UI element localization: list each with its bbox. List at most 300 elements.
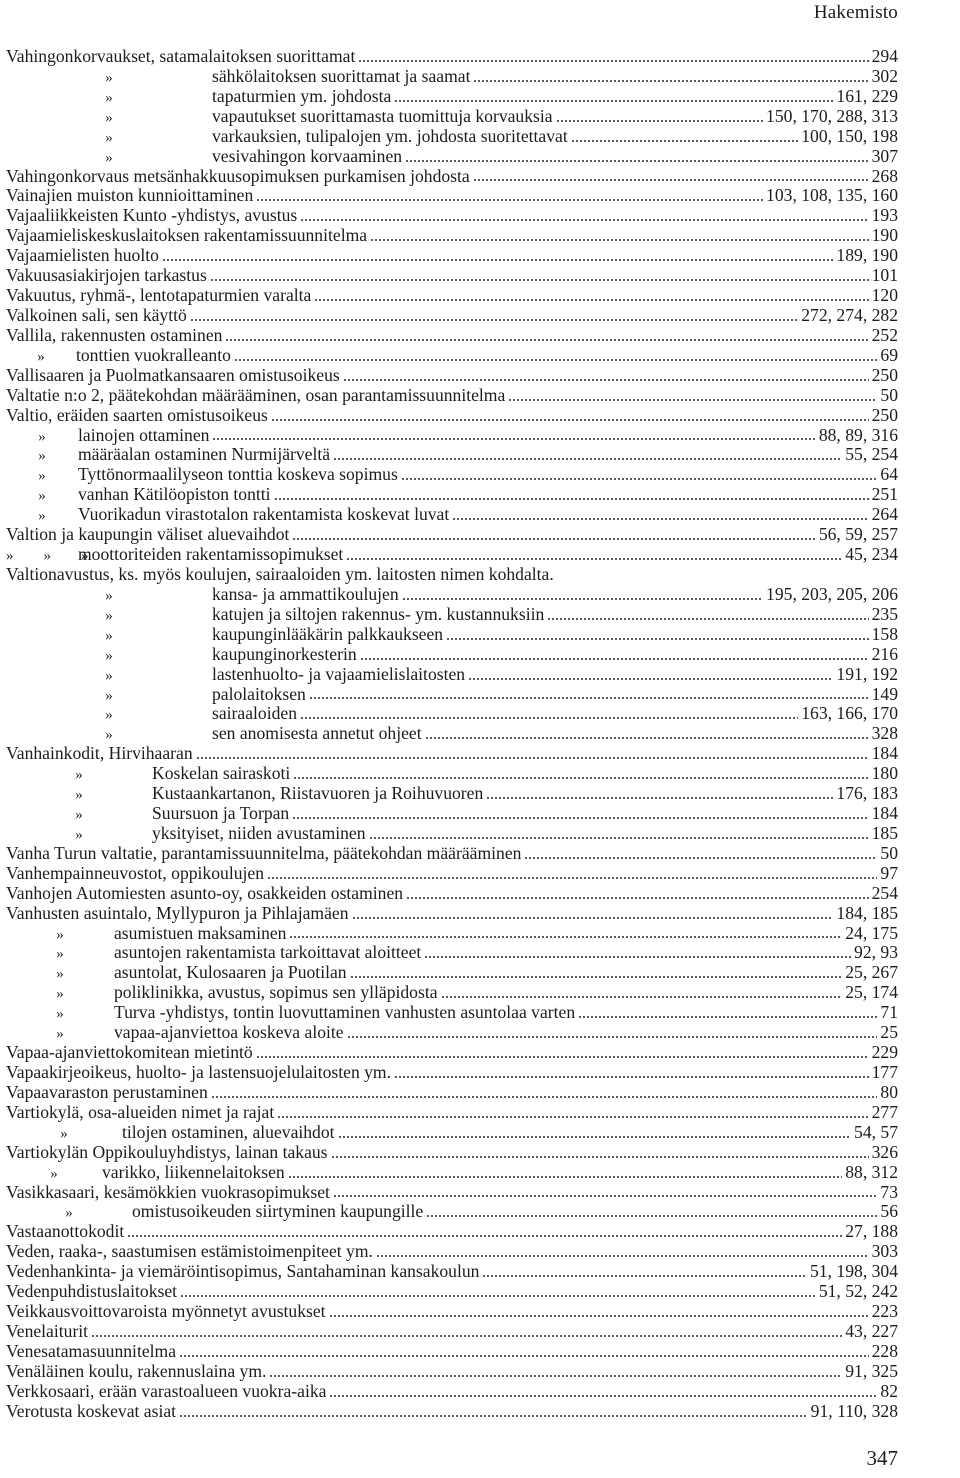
entry-text: asuntojen rakentamista tarkoittavat aloitteet bbox=[114, 943, 422, 963]
entry-text: Vapaavaraston perustaminen bbox=[6, 1082, 208, 1102]
index-entry bbox=[6, 963, 898, 983]
page-references: 229 bbox=[871, 1042, 898, 1063]
index-entry bbox=[6, 107, 898, 127]
page-references: 268 bbox=[871, 165, 898, 186]
index-entry bbox=[6, 465, 898, 485]
entry-text: Vartiokylän Oppikouluyhdistys, lainan takaus bbox=[6, 1142, 328, 1162]
page-references: 69 bbox=[880, 344, 898, 365]
index-entry bbox=[6, 1222, 898, 1242]
page-references: 51, 52, 242 bbox=[818, 1281, 898, 1302]
dot-leader bbox=[225, 339, 868, 341]
page-references: 24, 175 bbox=[845, 922, 898, 943]
dot-leader bbox=[370, 239, 869, 241]
dot-leader bbox=[352, 917, 834, 919]
dot-leader bbox=[473, 80, 868, 82]
entry-text: poliklinikka, avustus, sopimus sen ylläpidosta bbox=[114, 983, 438, 1003]
index-entry bbox=[6, 1063, 898, 1083]
page-references: 176, 183 bbox=[836, 783, 898, 804]
ditto-mark: » bbox=[105, 687, 113, 704]
index-entry bbox=[6, 943, 898, 963]
index-entry bbox=[6, 366, 898, 386]
page-references: 302 bbox=[871, 65, 898, 86]
ditto-mark: » bbox=[105, 647, 113, 664]
entry-text: Vajaamieliskeskuslaitoksen rakentamissuunnitelma bbox=[6, 226, 368, 246]
ditto-mark: » bbox=[60, 1125, 68, 1142]
index-entry bbox=[6, 1103, 898, 1123]
entry-text: tapaturmien ym. johdosta bbox=[212, 86, 392, 106]
page-references: 191, 192 bbox=[836, 663, 898, 684]
dot-leader bbox=[425, 737, 869, 739]
ditto-mark: » bbox=[105, 129, 113, 146]
entry-text: sähkölaitoksen suorittamat ja saamat bbox=[212, 66, 471, 86]
dot-leader bbox=[271, 419, 869, 421]
dot-leader bbox=[401, 478, 878, 480]
index-entry-list bbox=[6, 47, 898, 1422]
index-entry bbox=[6, 685, 898, 705]
dot-leader bbox=[196, 757, 869, 759]
dot-leader bbox=[578, 1016, 877, 1018]
page-references: 80 bbox=[880, 1081, 898, 1102]
page-references: 88, 312 bbox=[845, 1161, 898, 1182]
index-entry bbox=[6, 824, 898, 844]
page-references: 92, 93 bbox=[854, 942, 898, 963]
index-entry bbox=[6, 704, 898, 724]
page-references: 328 bbox=[871, 723, 898, 744]
index-entry bbox=[6, 346, 898, 366]
dot-leader bbox=[179, 1355, 869, 1357]
page-references: 307 bbox=[871, 145, 898, 166]
index-entry bbox=[6, 525, 898, 545]
entry-text: vapautukset suorittamasta tuomittuja korvauksia bbox=[212, 106, 553, 126]
entry-text: Vajaaliikkeisten Kunto -yhdistys, avustus bbox=[6, 206, 298, 226]
entry-text: sen anomisesta annetut ohjeet bbox=[212, 724, 422, 744]
page-references: 272, 274, 282 bbox=[801, 304, 898, 325]
ditto-mark: » bbox=[56, 946, 64, 963]
page-references: 161, 229 bbox=[836, 85, 898, 106]
dot-leader bbox=[347, 1036, 878, 1038]
entry-text: Valtionavustus, ks. myös koulujen, sairaaloiden ym. laitosten nimen kohdalta. bbox=[6, 564, 554, 584]
dot-leader bbox=[127, 1235, 842, 1237]
page-references: 180 bbox=[871, 763, 898, 784]
entry-text: Valtio, eräiden saarten omistusoikeus bbox=[6, 405, 268, 425]
entry-text: Vapaakirjeoikeus, huolto- ja lastensuojelulaitosten ym. bbox=[6, 1063, 392, 1083]
dot-leader bbox=[331, 1156, 869, 1158]
entry-text: Vanhusten asuintalo, Myllypuron ja Pihlajamäen bbox=[6, 903, 349, 923]
index-entry bbox=[6, 625, 898, 645]
page-references: 25, 174 bbox=[845, 982, 898, 1003]
entry-text: Verkkosaari, erään varastoalueen vuokra-aika bbox=[6, 1381, 327, 1401]
index-entry bbox=[6, 1023, 898, 1043]
index-entry bbox=[6, 1382, 898, 1402]
index-entry bbox=[6, 884, 898, 904]
entry-text: moottoriteiden rakentamissopimukset bbox=[78, 545, 344, 565]
ditto-mark: » bbox=[105, 607, 113, 624]
entry-text: Vahingonkorvaus metsänhakkuusopimuksen purkamisen johdosta bbox=[6, 166, 470, 186]
dot-leader bbox=[394, 1076, 869, 1078]
entry-text: Koskelan sairaskoti bbox=[152, 764, 291, 784]
index-entry bbox=[6, 864, 898, 884]
entry-text: Vajaamielisten huolto bbox=[6, 246, 159, 266]
ditto-mark: » bbox=[105, 627, 113, 644]
page-references: 189, 190 bbox=[836, 245, 898, 266]
dot-leader bbox=[210, 279, 869, 281]
dot-leader bbox=[486, 797, 833, 799]
index-entry bbox=[6, 764, 898, 784]
page-references: 195, 203, 205, 206 bbox=[766, 583, 898, 604]
index-entry bbox=[6, 67, 898, 87]
page-references: 73 bbox=[880, 1181, 898, 1202]
index-entry bbox=[6, 1183, 898, 1203]
dot-leader bbox=[441, 996, 843, 998]
dot-leader bbox=[211, 1096, 878, 1098]
ditto-mark: » bbox=[37, 348, 45, 365]
entry-text: Venesatamasuunnitelma bbox=[6, 1341, 177, 1361]
dot-leader bbox=[406, 897, 869, 899]
index-entry bbox=[6, 565, 898, 585]
index-entry bbox=[6, 266, 898, 286]
index-entry bbox=[6, 1362, 898, 1382]
dot-leader bbox=[274, 498, 869, 500]
index-entry bbox=[6, 904, 898, 924]
dot-leader bbox=[446, 638, 869, 640]
dot-leader bbox=[256, 199, 763, 201]
index-entry bbox=[6, 1242, 898, 1262]
page-references: 158 bbox=[871, 623, 898, 644]
entry-text: Venelaiturit bbox=[6, 1322, 89, 1341]
entry-text: Vuorikadun virastotalon rakentamista koskevat luvat bbox=[78, 505, 450, 525]
entry-text: Turva -yhdistys, tontin luovuttaminen vanhusten asuntolaa varten bbox=[114, 1003, 576, 1023]
dot-leader bbox=[556, 120, 763, 122]
ditto-mark: » » » bbox=[6, 548, 89, 565]
entry-text: yksityiset, niiden avustaminen bbox=[152, 823, 366, 843]
ditto-mark: » bbox=[56, 986, 64, 1003]
page-references: 235 bbox=[871, 603, 898, 624]
dot-leader bbox=[292, 538, 815, 540]
entry-text: kaupunginorkesterin bbox=[212, 644, 357, 664]
entry-text: Vedenhankinta- ja viemäröintisopimus, Santahaminan kansakoulun bbox=[6, 1262, 480, 1282]
entry-text: katujen ja siltojen rakennus- ym. kustannuksiin bbox=[212, 604, 545, 624]
dot-leader bbox=[405, 160, 869, 162]
dot-leader bbox=[309, 697, 869, 699]
ditto-mark: » bbox=[105, 109, 113, 126]
index-entry bbox=[6, 206, 898, 226]
entry-text: asumistuen maksaminen bbox=[114, 923, 287, 943]
index-entry bbox=[6, 804, 898, 824]
dot-leader bbox=[360, 658, 869, 660]
index-entry bbox=[6, 147, 898, 167]
index-entry bbox=[6, 167, 898, 187]
dot-leader bbox=[292, 817, 868, 819]
ditto-mark: » bbox=[38, 468, 46, 485]
page-references: 250 bbox=[871, 364, 898, 385]
entry-text: vapaa-ajanviettoa koskeva aloite bbox=[114, 1023, 344, 1043]
entry-text: Verotusta koskevat asiat bbox=[6, 1401, 177, 1421]
ditto-mark: » bbox=[38, 488, 46, 505]
dot-leader bbox=[277, 1116, 868, 1118]
dot-leader bbox=[369, 837, 869, 839]
entry-text: Kustaankartanon, Riistavuoren ja Roihuvuoren bbox=[152, 784, 484, 804]
page-references: 103, 108, 135, 160 bbox=[766, 185, 898, 206]
dot-leader bbox=[524, 857, 877, 859]
page-references: 184 bbox=[871, 743, 898, 764]
index-entry bbox=[6, 1302, 898, 1322]
dot-leader bbox=[343, 379, 869, 381]
page-references: 185 bbox=[871, 822, 898, 843]
running-header: Hakemisto bbox=[813, 2, 898, 23]
page-references: 50 bbox=[880, 384, 898, 405]
entry-text: omistusoikeuden siirtyminen kaupungille bbox=[132, 1202, 424, 1222]
page-references: 91, 325 bbox=[845, 1360, 898, 1381]
dot-leader bbox=[234, 359, 878, 361]
dot-leader bbox=[256, 1056, 869, 1058]
index-entry bbox=[6, 1402, 898, 1422]
page-references: 27, 188 bbox=[845, 1221, 898, 1242]
page-references: 216 bbox=[871, 643, 898, 664]
index-entry bbox=[6, 1262, 898, 1282]
dot-leader bbox=[289, 936, 842, 938]
page-references: 250 bbox=[871, 404, 898, 425]
entry-text: Vainajien muiston kunnioittaminen bbox=[6, 186, 254, 206]
dot-leader bbox=[333, 1195, 877, 1197]
ditto-mark: » bbox=[105, 149, 113, 166]
index-entry bbox=[6, 645, 898, 665]
entry-text: lainojen ottaminen bbox=[78, 425, 210, 445]
index-entry bbox=[6, 1083, 898, 1103]
index-entry bbox=[6, 784, 898, 804]
dot-leader bbox=[508, 399, 877, 401]
page-references: 45, 234 bbox=[845, 544, 898, 565]
dot-leader bbox=[91, 1335, 842, 1337]
page-references: 88, 89, 316 bbox=[818, 424, 898, 445]
page-references: 228 bbox=[871, 1340, 898, 1361]
page-references: 303 bbox=[871, 1241, 898, 1262]
page-references: 82 bbox=[880, 1380, 898, 1401]
dot-leader bbox=[424, 956, 851, 958]
entry-text: vanhan Kätilöopiston tontti bbox=[78, 485, 271, 505]
page-references: 55, 254 bbox=[845, 444, 898, 465]
dot-leader bbox=[333, 458, 842, 460]
page-references: 277 bbox=[871, 1101, 898, 1122]
dot-leader bbox=[482, 1275, 807, 1277]
dot-leader bbox=[267, 877, 877, 879]
ditto-mark: » bbox=[56, 926, 64, 943]
dot-leader bbox=[571, 140, 799, 142]
entry-text: Vallisaaren ja Puolmatkansaaren omistusoikeus bbox=[6, 365, 340, 385]
ditto-mark: » bbox=[38, 508, 46, 525]
ditto-mark: » bbox=[75, 787, 83, 804]
page-references: 25, 267 bbox=[845, 962, 898, 983]
entry-text: sairaaloiden bbox=[212, 704, 297, 724]
index-entry bbox=[6, 485, 898, 505]
ditto-mark: » bbox=[38, 428, 46, 445]
dot-leader bbox=[212, 438, 815, 440]
page-references: 190 bbox=[871, 225, 898, 246]
ditto-mark: » bbox=[65, 1205, 73, 1222]
ditto-mark: » bbox=[105, 667, 113, 684]
entry-text: Venäläinen koulu, rakennuslaina ym. bbox=[6, 1361, 267, 1381]
ditto-mark: » bbox=[56, 966, 64, 983]
dot-leader bbox=[314, 299, 868, 301]
dot-leader bbox=[376, 1255, 869, 1257]
index-entry bbox=[6, 983, 898, 1003]
dot-leader bbox=[288, 1176, 842, 1178]
dot-leader bbox=[547, 618, 868, 620]
entry-text: tonttien vuokralleanto bbox=[76, 345, 231, 365]
ditto-mark: » bbox=[105, 707, 113, 724]
page-number: 347 bbox=[866, 1446, 898, 1470]
ditto-mark: » bbox=[75, 807, 83, 824]
ditto-mark: » bbox=[38, 448, 46, 465]
entry-text: vesivahingon korvaaminen bbox=[212, 146, 403, 166]
index-entry bbox=[6, 1163, 898, 1183]
ditto-mark: » bbox=[75, 767, 83, 784]
page-references: 71 bbox=[880, 1002, 898, 1023]
entry-text: Vedenpuhdistuslaitokset bbox=[6, 1282, 178, 1302]
ditto-mark: » bbox=[105, 587, 113, 604]
page-references: 252 bbox=[871, 324, 898, 345]
index-entry bbox=[6, 326, 898, 346]
dot-leader bbox=[394, 100, 833, 102]
ditto-mark: » bbox=[75, 826, 83, 843]
index-entry bbox=[6, 1043, 898, 1063]
index-entry bbox=[6, 87, 898, 107]
ditto-mark: » bbox=[50, 1165, 58, 1182]
dot-leader bbox=[346, 558, 842, 560]
page-references: 100, 150, 198 bbox=[801, 125, 898, 146]
entry-text: Vasikkasaari, kesämökkien vuokrasopimukset bbox=[6, 1182, 330, 1202]
index-entry bbox=[6, 1282, 898, 1302]
index-entry bbox=[6, 1143, 898, 1163]
index-entry bbox=[6, 127, 898, 147]
page-references: 64 bbox=[880, 464, 898, 485]
entry-text: palolaitoksen bbox=[212, 684, 306, 704]
page-references: 251 bbox=[871, 484, 898, 505]
entry-text: Veden, raaka-, saastumisen estämistoimenpiteet ym. bbox=[6, 1242, 373, 1262]
dot-leader bbox=[179, 1415, 808, 1417]
entry-text: lastenhuolto- ja vajaamielislaitosten bbox=[212, 664, 466, 684]
dot-leader bbox=[190, 319, 798, 321]
entry-text: varkauksien, tulipalojen ym. johdosta suoritettavat bbox=[212, 126, 568, 146]
page-references: 51, 198, 304 bbox=[810, 1261, 898, 1282]
entry-text: Valkoinen sali, sen käyttö bbox=[6, 305, 187, 325]
entry-text: Vanhainkodit, Hirvihaaran bbox=[6, 744, 193, 764]
index-entry bbox=[6, 286, 898, 306]
entry-text: Vartiokylä, osa-alueiden nimet ja rajat bbox=[6, 1102, 275, 1122]
page-references: 223 bbox=[871, 1301, 898, 1322]
index-entry bbox=[6, 585, 898, 605]
page-references: 254 bbox=[871, 882, 898, 903]
index-entry bbox=[6, 1342, 898, 1362]
dot-leader bbox=[350, 976, 843, 978]
entry-text: Vallila, rakennusten ostaminen bbox=[6, 325, 223, 345]
entry-text: varikko, liikennelaitoksen bbox=[102, 1162, 285, 1182]
page-references: 25 bbox=[880, 1022, 898, 1043]
ditto-mark: » bbox=[56, 1006, 64, 1023]
index-entry bbox=[6, 226, 898, 246]
index-entry bbox=[6, 386, 898, 406]
index-entry bbox=[6, 186, 898, 206]
entry-text: Valtion ja kaupungin väliset aluevaihdot bbox=[6, 525, 290, 545]
entry-text: tilojen ostaminen, aluevaihdot bbox=[122, 1122, 335, 1142]
entry-text: Vakuusasiakirjojen tarkastus bbox=[6, 266, 207, 286]
dot-leader bbox=[452, 518, 868, 520]
entry-text: Vanhempainneuvostot, oppikoulujen bbox=[6, 863, 265, 883]
index-entry bbox=[6, 505, 898, 525]
page-references: 56, 59, 257 bbox=[818, 524, 898, 545]
page-references: 184, 185 bbox=[836, 902, 898, 923]
page-references: 101 bbox=[871, 265, 898, 286]
dot-leader bbox=[162, 259, 833, 261]
page-references: 149 bbox=[871, 683, 898, 704]
index-entry bbox=[6, 924, 898, 944]
entry-text: Vanha Turun valtatie, parantamissuunnitelma, päätekohdan määrääminen bbox=[6, 843, 522, 863]
index-entry bbox=[6, 47, 898, 67]
index-entry bbox=[6, 1123, 898, 1143]
page-references: 294 bbox=[871, 46, 898, 66]
entry-text: Vakuutus, ryhmä-, lentotapaturmien varalta bbox=[6, 286, 312, 306]
dot-leader bbox=[402, 598, 763, 600]
dot-leader bbox=[468, 678, 833, 680]
index-entry bbox=[6, 306, 898, 326]
dot-leader bbox=[269, 1375, 842, 1377]
index-entry bbox=[6, 605, 898, 625]
index-entry bbox=[6, 1003, 898, 1023]
entry-text: määräalan ostaminen Nurmijärveltä bbox=[78, 445, 331, 465]
dot-leader bbox=[338, 1136, 851, 1138]
entry-text: asuntolat, Kulosaaren ja Puotilan bbox=[114, 963, 347, 983]
page-references: 54, 57 bbox=[854, 1121, 898, 1142]
dot-leader bbox=[329, 1395, 877, 1397]
dot-leader bbox=[426, 1215, 877, 1217]
page-references: 177 bbox=[871, 1062, 898, 1083]
page-references: 264 bbox=[871, 504, 898, 525]
entry-text: kansa- ja ammattikoulujen bbox=[212, 584, 399, 604]
dot-leader bbox=[180, 1295, 816, 1297]
page-references: 97 bbox=[880, 862, 898, 883]
dot-leader bbox=[300, 219, 868, 221]
entry-text: Vapaa-ajanviettokomitean mietintö bbox=[6, 1043, 253, 1063]
index-entry bbox=[6, 724, 898, 744]
index-entry bbox=[6, 844, 898, 864]
ditto-mark: » bbox=[105, 69, 113, 86]
page-references: 50 bbox=[880, 842, 898, 863]
ditto-mark: » bbox=[56, 1026, 64, 1043]
entry-text: Vastaanottokodit bbox=[6, 1222, 125, 1242]
entry-text: kaupunginlääkärin palkkaukseen bbox=[212, 624, 444, 644]
entry-text: Veikkausvoittovaroista myönnetyt avustukset bbox=[6, 1302, 326, 1322]
page-references: 150, 170, 288, 313 bbox=[766, 105, 898, 126]
page-references: 120 bbox=[871, 285, 898, 306]
dot-leader bbox=[329, 1315, 869, 1317]
index-entry bbox=[6, 744, 898, 764]
index-entry bbox=[6, 1322, 898, 1342]
entry-text: Vahingonkorvaukset, satamalaitoksen suorittamat bbox=[6, 47, 356, 66]
dot-leader bbox=[358, 60, 868, 62]
dot-leader bbox=[300, 717, 798, 719]
index-entry bbox=[6, 445, 898, 465]
page-references: 193 bbox=[871, 205, 898, 226]
index-entry bbox=[6, 665, 898, 685]
page-references: 163, 166, 170 bbox=[801, 703, 898, 724]
index-entry bbox=[6, 406, 898, 426]
ditto-mark: » bbox=[105, 727, 113, 744]
dot-leader bbox=[293, 777, 868, 779]
index-entry bbox=[6, 1202, 898, 1222]
page-references: 56 bbox=[880, 1201, 898, 1222]
index-entry bbox=[6, 426, 898, 446]
ditto-mark: » bbox=[105, 89, 113, 106]
entry-text: Suursuon ja Torpan bbox=[152, 804, 290, 824]
